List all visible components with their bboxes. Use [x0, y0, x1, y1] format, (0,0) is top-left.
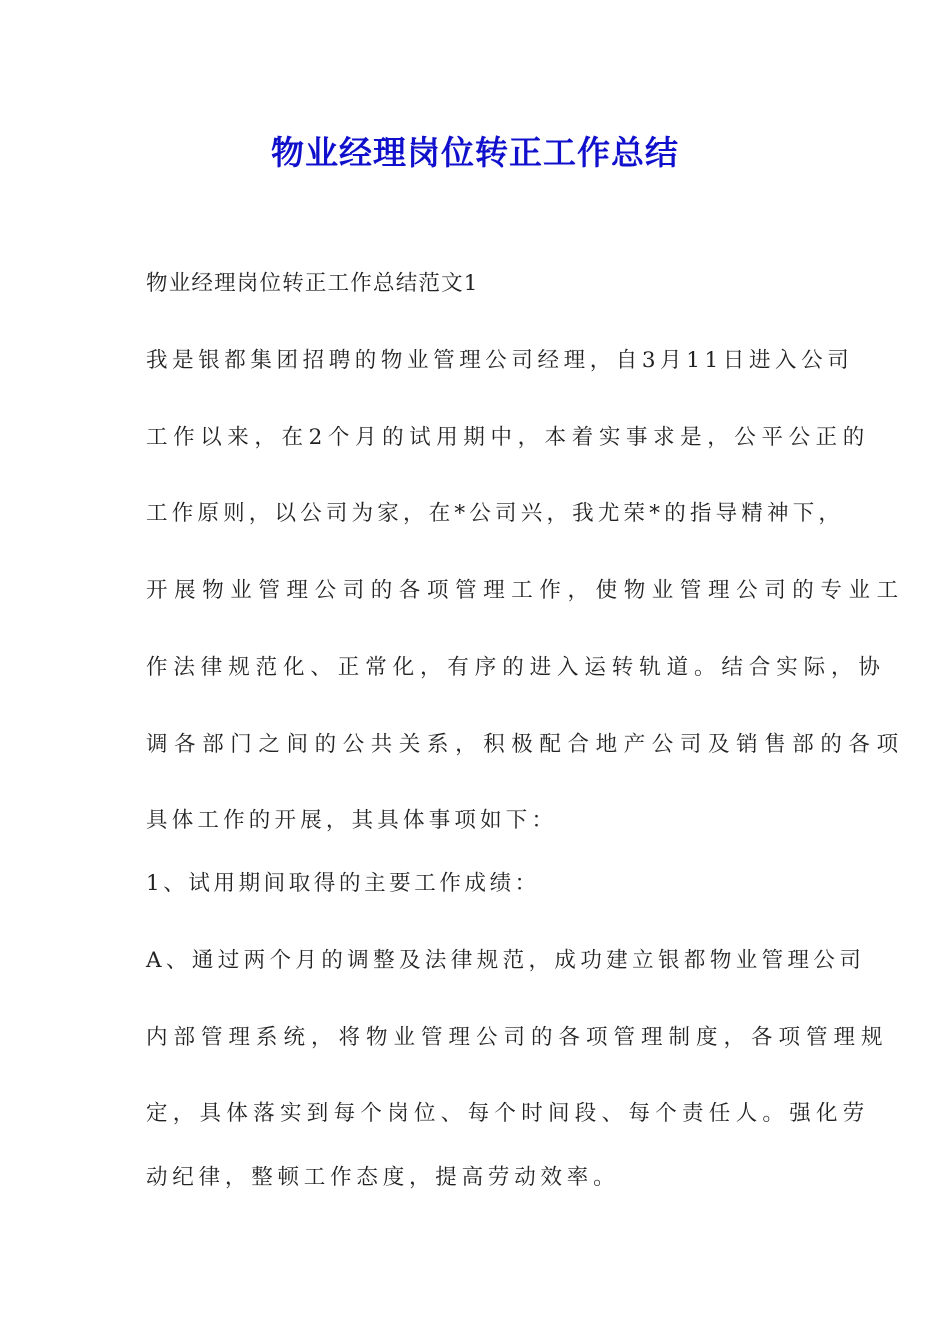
paragraph-line: 内部管理系统，将物业管理公司的各项管理制度，各项管理规	[146, 1025, 889, 1050]
document-title: 物业经理岗位转正工作总结	[271, 133, 679, 172]
paragraph-line: 具体工作的开展，其具体事项如下：	[146, 808, 558, 833]
paragraph-line: 工作原则，以公司为家，在*公司兴，我尤荣*的指导精神下，	[146, 501, 845, 526]
paragraph-line: A、通过两个月的调整及法律规范，成功建立银都物业管理公司	[146, 948, 866, 973]
paragraph-line: 我是银都集团招聘的物业管理公司经理，自3月11日进入公司	[146, 348, 854, 373]
paragraph-line: 动纪律，整顿工作态度，提高劳动效率。	[146, 1165, 620, 1190]
paragraph-line: 定，具体落实到每个岗位、每个时间段、每个责任人。强化劳	[146, 1101, 870, 1126]
paragraph-line: 调各部门之间的公共关系，积极配合地产公司及销售部的各项	[146, 732, 905, 757]
subtitle-line: 物业经理岗位转正工作总结范文1	[146, 271, 479, 296]
section-heading: 1、试用期间取得的主要工作成绩：	[146, 871, 540, 896]
paragraph-line: 作法律规范化、正常化，有序的进入运转轨道。结合实际，协	[146, 655, 886, 680]
paragraph-line: 开展物业管理公司的各项管理工作，使物业管理公司的专业工	[146, 578, 905, 603]
paragraph-line: 工作以来，在2个月的试用期中，本着实事求是，公平公正的	[146, 425, 870, 450]
